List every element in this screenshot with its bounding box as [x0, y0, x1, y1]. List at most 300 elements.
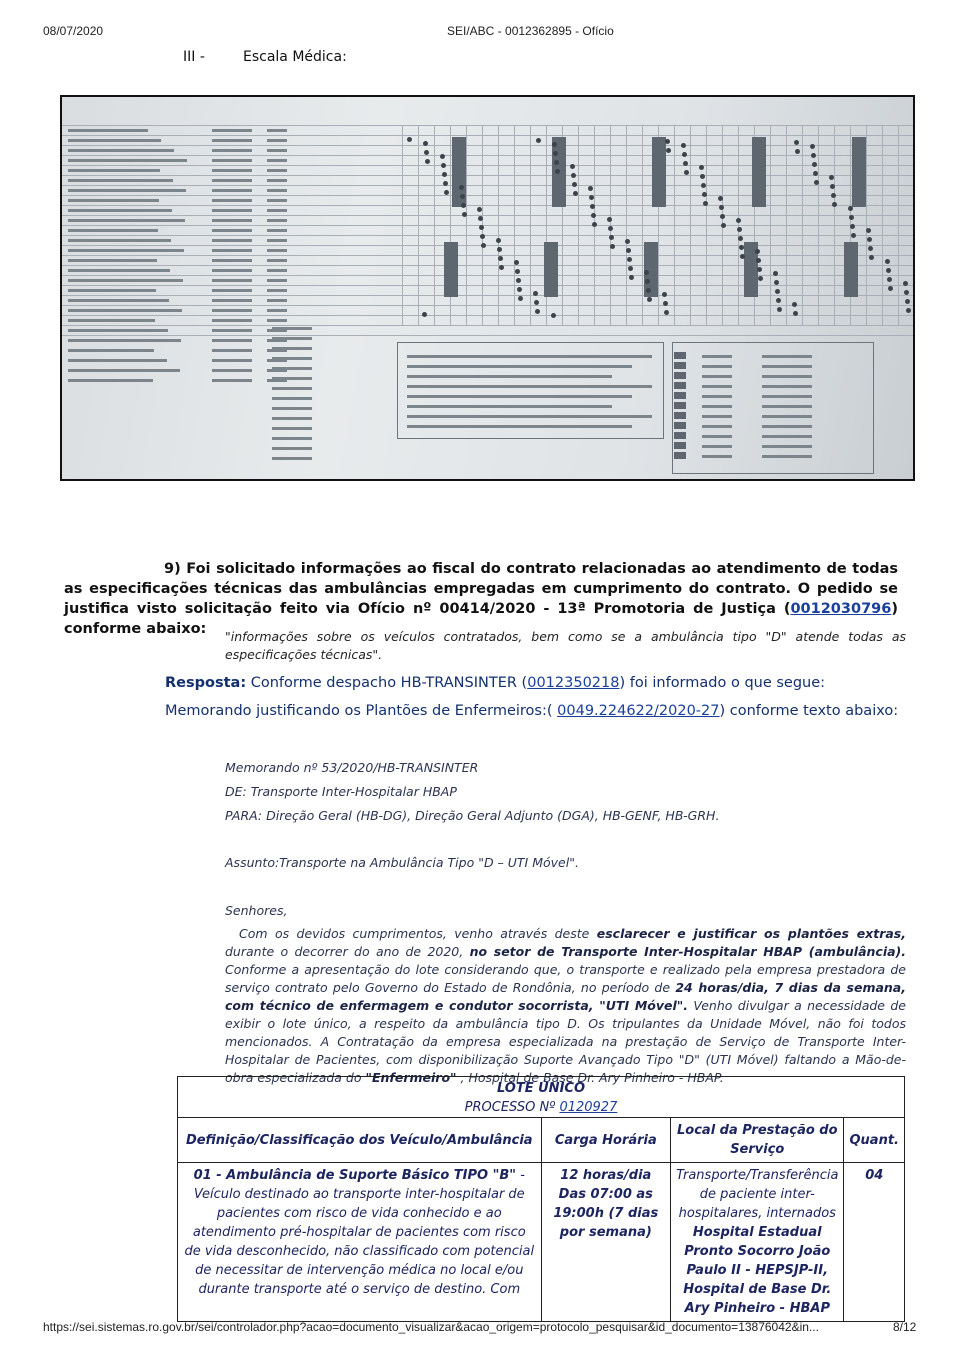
- schedule-mark: [533, 291, 538, 296]
- despacho-link[interactable]: 0012350218: [527, 675, 620, 691]
- memo-body-3: durante o decorrer do ano de 2020,: [225, 944, 470, 959]
- table-title-cell: [178, 1077, 905, 1118]
- schedule-legend-swatch: [674, 352, 686, 359]
- schedule-mark: [407, 137, 412, 142]
- section-title: Escala Médica:: [243, 49, 347, 65]
- schedule-text-line: [272, 447, 312, 450]
- schedule-text-line: [212, 209, 252, 212]
- schedule-weekend-cell: [752, 137, 766, 207]
- schedule-mark: [629, 275, 634, 280]
- schedule-mark: [555, 169, 560, 174]
- schedule-text-line: [272, 457, 312, 460]
- schedule-mark: [886, 268, 891, 273]
- schedule-text-line: [407, 355, 652, 358]
- memo-body-5: Conforme a apresentação do lote considerando que, o transporte e realizado pela empresa prestadora de serviço contrato pelo Governo do Estado de Rondônia, no período de: [225, 962, 906, 995]
- schedule-mark: [903, 281, 908, 286]
- oficio-link[interactable]: 0012030796: [790, 601, 892, 617]
- schedule-mark: [719, 205, 724, 210]
- schedule-text-line: [68, 339, 181, 342]
- schedule-grid-line: [62, 185, 915, 186]
- schedule-mark: [795, 149, 800, 154]
- memo-body-4: no setor de Transporte Inter-Hospitalar HBAP (ambulância).: [469, 944, 906, 959]
- schedule-text-line: [267, 259, 287, 262]
- memo-number: Memorando nº 53/2020/HB-TRANSINTER: [225, 760, 479, 775]
- schedule-weekend-cell: [844, 242, 858, 297]
- schedule-text-line: [212, 219, 252, 222]
- schedule-legend-swatch: [674, 382, 686, 389]
- schedule-mark: [869, 255, 874, 260]
- schedule-mark: [721, 223, 726, 228]
- schedule-weekend-cell: [852, 137, 866, 207]
- schedule-text-line: [212, 259, 252, 262]
- schedule-grid-line: [62, 195, 915, 196]
- schedule-mark: [588, 186, 593, 191]
- schedule-mark: [592, 222, 597, 227]
- table-header-row: [178, 1118, 905, 1163]
- schedule-mark: [832, 202, 837, 207]
- schedule-text-line: [702, 385, 732, 388]
- local-text: Transporte/Transferência de paciente inter-hospitalares, internados: [676, 1168, 839, 1221]
- memorando-line: [165, 703, 905, 719]
- schedule-grid-line: [738, 125, 739, 325]
- schedule-text-line: [68, 209, 172, 212]
- schedule-grid-line: [62, 125, 915, 126]
- schedule-mark: [608, 226, 613, 231]
- schedule-grid-line: [706, 125, 707, 325]
- schedule-text-line: [212, 299, 252, 302]
- local-bold: Hospital Estadual Pronto Socorro João Paulo II - HEPSJP-II, Hospital de Base Dr. Ary Pinheiro - HBAP: [683, 1225, 832, 1316]
- schedule-text-line: [267, 129, 287, 132]
- schedule-mark: [814, 180, 819, 185]
- schedule-mark: [626, 248, 631, 253]
- schedule-grid-line: [514, 125, 515, 325]
- schedule-text-line: [68, 129, 148, 132]
- lote-table: [177, 1076, 905, 1322]
- schedule-grid-line: [802, 125, 803, 325]
- schedule-text-line: [762, 445, 812, 448]
- schedule-mark: [793, 311, 798, 316]
- schedule-grid-line: [418, 125, 419, 325]
- schedule-grid-line: [674, 125, 675, 325]
- schedule-mark: [442, 172, 447, 177]
- schedule-mark: [773, 271, 778, 276]
- schedule-text-line: [212, 309, 252, 312]
- schedule-grid-line: [786, 125, 787, 325]
- schedule-mark: [644, 270, 649, 275]
- schedule-text-line: [68, 199, 159, 202]
- schedule-grid-line: [62, 235, 915, 236]
- schedule-legend-swatch: [674, 402, 686, 409]
- schedule-text-line: [68, 379, 153, 382]
- schedule-mark: [794, 140, 799, 145]
- paragraph-9-text: 9) Foi solicitado informações ao fiscal do contrato relacionadas ao atendimento de todas as especificações técnicas das ambulâncias empregadas em cumprimento do contrato. O pedido se justifica visto solicitação feito via Ofício nº 00414/2020 - 13ª Promotoria de Justiça (: [64, 561, 898, 617]
- paragraph-9-text-end: ) conforme abaixo:: [64, 601, 898, 637]
- schedule-mark: [440, 154, 445, 159]
- schedule-grid-line: [62, 285, 915, 286]
- schedule-text-line: [702, 375, 732, 378]
- schedule-mark: [848, 206, 853, 211]
- schedule-mark: [462, 212, 467, 217]
- schedule-text-line: [407, 365, 632, 368]
- schedule-text-line: [272, 437, 312, 440]
- schedule-grid-line: [62, 315, 915, 316]
- schedule-mark: [573, 191, 578, 196]
- page-number: 8/12: [893, 1320, 917, 1334]
- schedule-text-line: [212, 239, 252, 242]
- schedule-mark: [904, 290, 909, 295]
- schedule-text-line: [68, 219, 185, 222]
- schedule-grid-line: [818, 125, 819, 325]
- schedule-mark: [829, 175, 834, 180]
- schedule-text-line: [68, 169, 160, 172]
- schedule-mark: [887, 277, 892, 282]
- schedule-text-line: [407, 405, 612, 408]
- processo-line: [183, 1098, 899, 1117]
- schedule-mark: [459, 185, 464, 190]
- schedule-grid-line: [62, 295, 915, 296]
- schedule-mark: [570, 164, 575, 169]
- schedule-mark: [625, 239, 630, 244]
- schedule-mark: [755, 249, 760, 254]
- section-number: III -: [183, 49, 205, 65]
- schedule-mark: [683, 161, 688, 166]
- schedule-text-line: [68, 259, 157, 262]
- schedule-grid-line: [530, 125, 531, 325]
- schedule-text-line: [702, 455, 732, 458]
- schedule-grid-line: [434, 125, 435, 325]
- memorando-text: Memorando justificando os Plantões de Enfermeiros:(: [165, 703, 558, 719]
- footer-url: https://sei.sistemas.ro.gov.br/sei/controlador.php?acao=documento_visualizar&acao_origem=protocolo_pesquisar&id_documento=13876042&in...: [43, 1320, 819, 1334]
- response-label: Resposta:: [165, 675, 247, 691]
- schedule-text-line: [68, 349, 154, 352]
- schedule-mark: [699, 165, 704, 170]
- schedule-text-line: [267, 229, 287, 232]
- memo-body-7: Venho divulgar a necessidade de exibir o lote único, a respeito da ambulância tipo D. Os tripulantes da Unidade Móvel, não foi todos mencionados. A Contratação da empresa especializada na prestação de Serviço de Transporte Inter-Hospitalar de Pacientes, com disponibilização Suporte Avançado Tipo "D" (UTI Móvel) faltando a Mão-de-obra especializada do: [225, 998, 906, 1085]
- schedule-text-line: [212, 369, 252, 372]
- schedule-grid-line: [62, 155, 915, 156]
- schedule-text-line: [212, 199, 252, 202]
- request-quote: "informações sobre os veículos contratados, bem como se a ambulância tipo "D" atende todas as especificações técnicas".: [225, 629, 906, 662]
- schedule-text-line: [272, 387, 312, 390]
- schedule-text-line: [68, 279, 183, 282]
- schedule-mark: [461, 203, 466, 208]
- schedule-mark: [478, 216, 483, 221]
- memorando-link[interactable]: 0049.224622/2020-27: [557, 703, 720, 719]
- schedule-text-line: [407, 425, 632, 428]
- schedule-grid-line: [62, 335, 915, 336]
- schedule-text-line: [272, 407, 312, 410]
- schedule-mark: [662, 292, 667, 297]
- schedule-mark: [888, 286, 893, 291]
- schedule-grid-line: [898, 125, 899, 325]
- schedule-mark: [535, 309, 540, 314]
- schedule-text-line: [68, 299, 169, 302]
- schedule-text-line: [68, 229, 158, 232]
- schedule-text-line: [267, 199, 287, 202]
- schedule-mark: [441, 163, 446, 168]
- schedule-mark: [738, 236, 743, 241]
- schedule-text-line: [212, 189, 252, 192]
- schedule-grid-line: [498, 125, 499, 325]
- header-carga: Carga Horária: [541, 1118, 671, 1163]
- schedule-grid-line: [62, 135, 915, 136]
- schedule-mark: [607, 217, 612, 222]
- table-row: [178, 1163, 905, 1322]
- schedule-legend-swatch: [674, 422, 686, 429]
- schedule-text-line: [272, 367, 312, 370]
- schedule-mark: [554, 160, 559, 165]
- schedule-mark: [665, 139, 670, 144]
- schedule-text-line: [212, 279, 252, 282]
- memo-salutation: Senhores,: [225, 903, 288, 918]
- memo-body-6: 24 horas/dia, 7 dias da semana, com técnico de enfermagem e condutor socorrista, "UTI Móvel".: [225, 980, 906, 1013]
- schedule-text-line: [267, 319, 287, 322]
- schedule-text-line: [702, 445, 732, 448]
- schedule-weekend-cell: [544, 242, 558, 297]
- schedule-mark: [757, 267, 762, 272]
- schedule-text-line: [702, 435, 732, 438]
- schedule-legend-swatch: [674, 362, 686, 369]
- schedule-mark: [516, 278, 521, 283]
- schedule-mark: [739, 245, 744, 250]
- schedule-mark: [906, 308, 911, 313]
- schedule-text-line: [762, 455, 812, 458]
- schedule-mark: [702, 192, 707, 197]
- schedule-text-line: [212, 339, 252, 342]
- schedule-grid-line: [834, 125, 835, 325]
- schedule-text-line: [212, 139, 252, 142]
- schedule-mark: [515, 269, 520, 274]
- schedule-text-line: [212, 179, 252, 182]
- schedule-grid-line: [642, 125, 643, 325]
- schedule-text-line: [212, 379, 252, 382]
- schedule-grid-line: [62, 215, 915, 216]
- schedule-mark: [684, 170, 689, 175]
- schedule-mark: [737, 227, 742, 232]
- schedule-mark: [905, 299, 910, 304]
- cell-quant: 04: [844, 1163, 905, 1322]
- schedule-text-line: [212, 329, 252, 332]
- schedule-grid-line: [690, 125, 691, 325]
- schedule-text-line: [702, 365, 732, 368]
- schedule-text-line: [212, 229, 252, 232]
- schedule-mark: [609, 235, 614, 240]
- schedule-text-line: [68, 289, 156, 292]
- header-local: Local da Prestação do Serviço: [671, 1118, 844, 1163]
- schedule-text-line: [762, 395, 812, 398]
- schedule-text-line: [267, 189, 287, 192]
- header-quant: Quant.: [844, 1118, 905, 1163]
- schedule-mark: [812, 162, 817, 167]
- schedule-grid-line: [62, 255, 915, 256]
- schedule-mark: [591, 213, 596, 218]
- schedule-text-line: [267, 279, 287, 282]
- schedule-text-line: [267, 159, 287, 162]
- schedule-text-line: [272, 347, 312, 350]
- schedule-mark: [422, 312, 427, 317]
- schedule-mark: [867, 237, 872, 242]
- memo-body-1: Com os devidos cumprimentos, venho através deste: [239, 926, 597, 941]
- schedule-text-line: [272, 337, 312, 340]
- schedule-mark: [460, 194, 465, 199]
- schedule-text-line: [68, 149, 174, 152]
- schedule-mark: [831, 193, 836, 198]
- schedule-grid-line: [626, 125, 627, 325]
- schedule-text-line: [272, 377, 312, 380]
- schedule-mark: [514, 260, 519, 265]
- schedule-mark: [425, 159, 430, 164]
- cell-carga: 12 horas/dia Das 07:00 as 19:00h (7 dias por semana): [541, 1163, 671, 1322]
- processo-label: PROCESSO Nº: [464, 1100, 560, 1115]
- schedule-mark: [736, 218, 741, 223]
- schedule-text-line: [267, 179, 287, 182]
- schedule-mark: [776, 298, 781, 303]
- processo-link[interactable]: 0120927: [559, 1100, 618, 1115]
- schedule-mark: [700, 174, 705, 179]
- schedule-mark: [775, 289, 780, 294]
- schedule-text-line: [267, 239, 287, 242]
- schedule-mark: [477, 207, 482, 212]
- schedule-text-line: [272, 397, 312, 400]
- schedule-grid-line: [62, 175, 915, 176]
- schedule-text-line: [762, 405, 812, 408]
- schedule-text-line: [68, 369, 180, 372]
- schedule-grid-line: [866, 125, 867, 325]
- schedule-text-line: [267, 209, 287, 212]
- schedule-grid-line: [882, 125, 883, 325]
- schedule-mark: [885, 259, 890, 264]
- schedule-mark: [682, 152, 687, 157]
- schedule-grid-line: [62, 165, 915, 166]
- def-text: - Veículo destinado ao transporte inter-hospitalar de pacientes com risco de vida conhecido e ao atendimento pré-hospitalar de pacientes com risco de vida desconhecido, não classificado com potencial de necessitar de intervenção médica no local e/ou durante transporte até o serviço de destino. Com: [184, 1168, 535, 1297]
- schedule-text-line: [762, 435, 812, 438]
- schedule-mark: [777, 307, 782, 312]
- schedule-mark: [444, 190, 449, 195]
- schedule-mark: [534, 300, 539, 305]
- schedule-grid-line: [62, 245, 915, 246]
- schedule-mark: [718, 196, 723, 201]
- schedule-mark: [589, 195, 594, 200]
- schedule-text-line: [267, 269, 287, 272]
- schedule-mark: [627, 257, 632, 262]
- schedule-text-line: [762, 355, 812, 358]
- schedule-text-line: [267, 249, 287, 252]
- schedule-text-line: [702, 405, 732, 408]
- memo-from: DE: Transporte Inter-Hospitalar HBAP: [225, 784, 457, 799]
- schedule-text-line: [212, 129, 252, 132]
- schedule-mark: [551, 313, 556, 318]
- schedule-text-line: [212, 169, 252, 172]
- schedule-mark: [866, 228, 871, 233]
- schedule-text-line: [407, 395, 632, 398]
- document-title: SEI/ABC - 0012362895 - Ofício: [447, 24, 614, 38]
- schedule-text-line: [68, 239, 171, 242]
- schedule-text-line: [407, 385, 652, 388]
- memo-body-9: , Hospital de Base Dr. Ary Pinheiro - HBAP.: [456, 1070, 724, 1085]
- schedule-text-line: [212, 159, 252, 162]
- schedule-grid-line: [770, 125, 771, 325]
- schedule-text-line: [68, 249, 184, 252]
- schedule-text-line: [212, 349, 252, 352]
- schedule-mark: [810, 144, 815, 149]
- schedule-weekend-cell: [652, 137, 666, 207]
- schedule-mark: [590, 204, 595, 209]
- schedule-grid-line: [402, 125, 403, 325]
- schedule-mark: [423, 141, 428, 146]
- schedule-legend-swatch: [674, 412, 686, 419]
- schedule-mark: [774, 280, 779, 285]
- schedule-mark: [645, 279, 650, 284]
- medical-schedule-photo: [60, 95, 915, 481]
- schedule-mark: [480, 234, 485, 239]
- response-text: Conforme despacho HB-TRANSINTER (: [246, 675, 528, 691]
- schedule-text-line: [267, 309, 287, 312]
- schedule-mark: [646, 288, 651, 293]
- schedule-mark: [740, 254, 745, 259]
- schedule-text-line: [68, 269, 170, 272]
- schedule-mark: [536, 138, 541, 143]
- schedule-mark: [663, 301, 668, 306]
- schedule-legend-swatch: [674, 372, 686, 379]
- schedule-text-line: [267, 149, 287, 152]
- schedule-mark: [849, 215, 854, 220]
- schedule-grid-line: [62, 265, 915, 266]
- schedule-mark: [517, 287, 522, 292]
- cell-local: [671, 1163, 844, 1322]
- schedule-mark: [758, 276, 763, 281]
- schedule-mark: [850, 224, 855, 229]
- memo-subject: Assunto:Transporte na Ambulância Tipo "D – UTI Móvel".: [225, 855, 579, 870]
- schedule-text-line: [212, 359, 252, 362]
- schedule-mark: [701, 183, 706, 188]
- schedule-text-line: [212, 319, 252, 322]
- response-line: [165, 675, 905, 691]
- schedule-mark: [647, 297, 652, 302]
- schedule-mark: [479, 225, 484, 230]
- schedule-grid-line: [466, 125, 467, 325]
- schedule-text-line: [68, 329, 168, 332]
- memo-body-8: "Enfermeiro": [365, 1070, 457, 1085]
- schedule-weekend-cell: [444, 242, 458, 297]
- schedule-mark: [703, 201, 708, 206]
- memo-body: [225, 925, 906, 1087]
- schedule-mark: [756, 258, 761, 263]
- schedule-mark: [868, 246, 873, 251]
- schedule-text-line: [212, 269, 252, 272]
- schedule-mark: [813, 171, 818, 176]
- header-definicao: Definição/Classificação dos Veículo/Ambulância: [178, 1118, 542, 1163]
- schedule-grid-line: [62, 325, 915, 326]
- schedule-grid-line: [62, 145, 915, 146]
- schedule-text-line: [272, 357, 312, 360]
- schedule-text-line: [272, 427, 312, 430]
- schedule-mark: [496, 238, 501, 243]
- schedule-grid-line: [62, 275, 915, 276]
- schedule-text-line: [68, 359, 167, 362]
- schedule-text-line: [68, 179, 173, 182]
- schedule-mark: [811, 153, 816, 158]
- schedule-text-line: [702, 355, 732, 358]
- schedule-mark: [830, 184, 835, 189]
- schedule-text-line: [762, 365, 812, 368]
- schedule-text-line: [68, 309, 182, 312]
- schedule-text-line: [762, 385, 812, 388]
- schedule-grid-line: [62, 305, 915, 306]
- table-title: LOTE ÚNICO: [496, 1081, 585, 1096]
- schedule-mark: [572, 182, 577, 187]
- schedule-mark: [518, 296, 523, 301]
- schedule-mark: [664, 310, 669, 315]
